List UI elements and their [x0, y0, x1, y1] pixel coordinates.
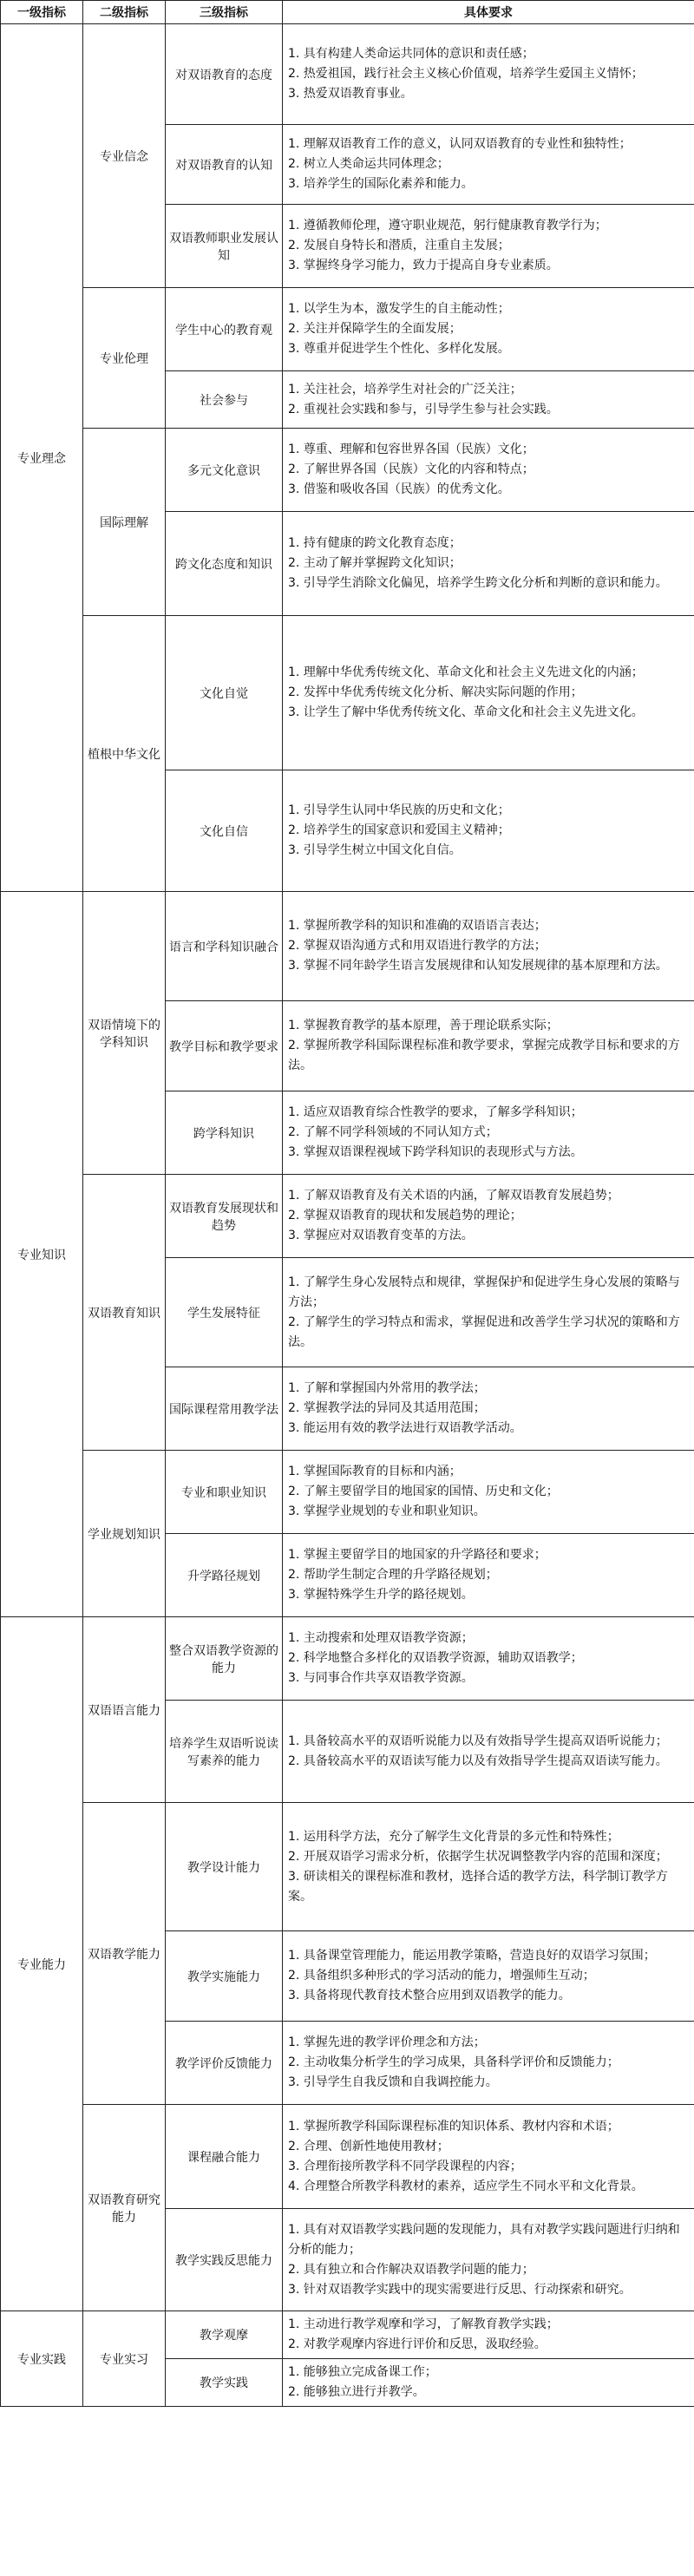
table-row — [1, 288, 694, 371]
requirements-cell — [283, 1451, 694, 1534]
header-level1: 一级指标 — [1, 1, 83, 24]
level2-cell: 国际理解 — [83, 429, 166, 616]
requirement-line: 1. 以学生为本，激发学生的自主能动性； — [288, 302, 510, 316]
requirements-cell — [283, 1617, 694, 1701]
requirements-cell — [283, 1534, 694, 1617]
requirement-line: 1. 具备较高水平的双语听说能力以及有效指导学生提高双语听说能力； — [288, 1734, 668, 1748]
level3-cell: 语言和学科知识融合 — [166, 892, 283, 1001]
requirement-line: 1. 主动搜索和处理双语教学资源； — [288, 1631, 474, 1645]
requirement-line: 2. 科学地整合多样化的双语教学资源，辅助双语教学； — [288, 1651, 583, 1665]
requirements-cell — [283, 1091, 694, 1175]
requirement-line: 1. 具有构建人类命运共同体的意识和责任感； — [288, 47, 534, 61]
requirement-line: 1. 主动进行教学观摩和学习，了解教育教学实践； — [288, 2317, 559, 2331]
level3-cell: 教学目标和教学要求 — [166, 1001, 283, 1091]
requirement-line: 2. 具有独立和合作解决双语教学问题的能力； — [288, 2262, 534, 2277]
level3-cell: 教学设计能力 — [166, 1803, 283, 1931]
requirement-line: 1. 具有对双语教学实践问题的发现能力，具有对教学实践问题进行归纳和分析的能力； — [288, 2222, 680, 2257]
requirement-line: 3. 与同事合作共享双语教学资源。 — [288, 1671, 474, 1685]
level3-cell: 多元文化意识 — [166, 429, 283, 512]
requirement-line: 1. 引导学生认同中华民族的历史和文化； — [288, 803, 510, 817]
requirement-line: 2. 关注并保障学生的全面发展； — [288, 322, 462, 336]
requirement-line: 2. 掌握所教学科国际课程标准和教学要求，掌握完成教学目标和要求的方法。 — [288, 1039, 680, 1072]
level3-cell: 教学实施能力 — [166, 1931, 283, 2022]
level2-cell: 双语情境下的学科知识 — [83, 892, 166, 1175]
requirement-line: 2. 对教学观摩内容进行评价和反思，汲取经验。 — [288, 2337, 547, 2351]
table-row — [1, 429, 694, 512]
level1-cell: 专业实践 — [1, 2311, 83, 2407]
table-row — [1, 1803, 694, 1931]
requirement-line: 2. 主动收集分析学生的学习成果，具备科学评价和反馈能力； — [288, 2055, 619, 2069]
level2-cell: 专业信念 — [83, 24, 166, 288]
level3-cell: 双语教师职业发展认知 — [166, 205, 283, 288]
level3-cell: 国际课程常用教学法 — [166, 1367, 283, 1451]
level3-cell: 文化自觉 — [166, 616, 283, 770]
requirement-line: 2. 能够独立进行并教学。 — [288, 2385, 425, 2399]
requirement-line: 3. 尊重并促进学生个性化、多样化发展。 — [288, 342, 510, 356]
requirements-cell — [283, 205, 694, 288]
requirement-line: 1. 理解中华优秀传统文化、革命文化和社会主义先进文化的内涵； — [288, 665, 644, 679]
requirement-line: 1. 了解双语教育及有关术语的内涵，了解双语教育发展趋势； — [288, 1189, 619, 1203]
requirement-line: 1. 掌握先进的教学评价理念和方法； — [288, 2035, 486, 2049]
level3-cell: 教学实践反思能力 — [166, 2209, 283, 2311]
requirement-line: 1. 掌握主要留学目的地国家的升学路径和要求； — [288, 1548, 547, 1562]
requirement-line: 2. 具备组织多种形式的学习活动的能力，增强师生互动； — [288, 1969, 595, 1983]
requirements-cell — [283, 512, 694, 616]
table-row — [1, 1451, 694, 1534]
requirement-line: 3. 研读相关的课程标准和教材，选择合适的教学方法，科学制订教学方案。 — [288, 1869, 668, 1904]
requirement-line: 2. 掌握教学法的异同及其适用范围； — [288, 1401, 486, 1415]
table-row — [1, 616, 694, 770]
header-level3: 三级指标 — [166, 1, 283, 24]
requirements-cell — [283, 616, 694, 770]
level3-cell: 对双语教育的认知 — [166, 125, 283, 205]
level3-cell: 课程融合能力 — [166, 2105, 283, 2209]
requirement-line: 1. 掌握教育教学的基本原理，善于理论联系实际； — [288, 1019, 559, 1032]
requirement-line: 1. 能够独立完成备课工作； — [288, 2365, 437, 2379]
level2-cell: 双语教学能力 — [83, 1803, 166, 2105]
level3-cell: 升学路径规划 — [166, 1534, 283, 1617]
table-row — [1, 24, 694, 125]
requirement-line: 1. 具备课堂管理能力，能运用教学策略，营造良好的双语学习氛围； — [288, 1949, 656, 1963]
requirements-cell — [283, 1803, 694, 1931]
level3-cell: 文化自信 — [166, 770, 283, 892]
level2-cell: 学业规划知识 — [83, 1451, 166, 1617]
requirement-line: 2. 发展自身特长和潜质，注重自主发展； — [288, 239, 510, 252]
level3-cell: 教学评价反馈能力 — [166, 2022, 283, 2105]
table-row — [1, 1617, 694, 1701]
requirement-line: 2. 培养学生的国家意识和爱国主义精神； — [288, 823, 510, 837]
requirements-cell — [283, 1175, 694, 1258]
requirement-line: 1. 运用科学方法，充分了解学生文化背景的多元性和特殊性； — [288, 1829, 619, 1844]
requirements-cell — [283, 2359, 694, 2407]
requirement-line: 1. 掌握所教学科国际课程标准的知识体系、教材内容和术语； — [288, 2119, 619, 2134]
level3-cell: 对双语教育的态度 — [166, 24, 283, 125]
requirement-line: 3. 能运用有效的教学法进行双语教学活动。 — [288, 1421, 522, 1435]
requirement-line: 2. 了解世界各国（民族）文化的内容和特点； — [288, 462, 534, 476]
level2-cell: 双语教育知识 — [83, 1175, 166, 1451]
requirement-line: 1. 理解双语教育工作的意义，认同双语教育的专业性和独特性； — [288, 137, 632, 151]
requirement-line: 2. 树立人类命运共同体理念； — [288, 157, 449, 171]
requirement-line: 2. 热爱祖国，践行社会主义核心价值观，培养学生爱国主义情怀； — [288, 67, 644, 81]
requirement-line: 3. 引导学生自我反馈和自我调控能力。 — [288, 2075, 498, 2089]
level3-cell: 专业和职业知识 — [166, 1451, 283, 1534]
requirement-line: 1. 了解和掌握国内外常用的教学法； — [288, 1381, 486, 1395]
header-row — [1, 1, 694, 24]
table-row — [1, 2105, 694, 2209]
level3-cell: 双语教育发展现状和趋势 — [166, 1175, 283, 1258]
level2-cell: 双语语言能力 — [83, 1617, 166, 1803]
table-row — [1, 2311, 694, 2359]
requirement-line: 2. 发挥中华优秀传统文化分析、解决实际问题的作用； — [288, 685, 583, 699]
requirement-line: 3. 热爱双语教育事业。 — [288, 87, 413, 101]
requirement-line: 3. 掌握终身学习能力，致力于提高自身专业素质。 — [288, 259, 559, 272]
requirement-line: 1. 关注社会，培养学生对社会的广泛关注； — [288, 382, 522, 397]
requirement-line: 3. 培养学生的国际化素养和能力。 — [288, 177, 474, 191]
level1-cell: 专业知识 — [1, 892, 83, 1617]
requirement-line: 1. 遵循教师伦理，遵守职业规范，躬行健康教育教学行为； — [288, 219, 607, 233]
requirements-cell — [283, 2105, 694, 2209]
requirements-cell — [283, 892, 694, 1001]
requirements-cell — [283, 2311, 694, 2359]
level2-cell: 专业伦理 — [83, 288, 166, 429]
table-row — [1, 892, 694, 1001]
requirement-line: 1. 掌握所教学科的知识和准确的双语语言表达； — [288, 919, 547, 933]
requirement-line: 3. 合理衔接所教学科不同学段课程的内容； — [288, 2159, 522, 2173]
header-requirements: 具体要求 — [283, 1, 694, 24]
requirement-line: 2. 具备较高水平的双语读写能力以及有效指导学生提高双语读写能力。 — [288, 1753, 668, 1768]
requirement-line: 3. 引导学生消除文化偏见，培养学生跨文化分析和判断的意识和能力。 — [288, 576, 668, 590]
requirements-cell — [283, 1258, 694, 1367]
requirement-line: 3. 具备将现代教育技术整合应用到双语教学的能力。 — [288, 1989, 571, 2002]
level3-cell: 培养学生双语听说读写素养的能力 — [166, 1701, 283, 1803]
requirements-cell — [283, 429, 694, 512]
level1-cell: 专业理念 — [1, 24, 83, 892]
level3-cell: 教学实践 — [166, 2359, 283, 2407]
header-level2: 二级指标 — [83, 1, 166, 24]
requirement-line: 3. 借鉴和吸收各国（民族）的优秀文化。 — [288, 482, 510, 496]
requirement-line: 2. 掌握双语沟通方式和用双语进行教学的方法； — [288, 939, 547, 953]
requirement-line: 2. 重视社会实践和参与，引导学生参与社会实践。 — [288, 402, 559, 416]
table-body — [1, 24, 694, 2407]
level2-cell: 双语教育研究能力 — [83, 2105, 166, 2311]
level2-cell: 专业实习 — [83, 2311, 166, 2407]
requirement-line: 2. 开展双语学习需求分析，依据学生状况调整教学内容的范围和深度； — [288, 1849, 668, 1864]
level3-cell: 学生中心的教育观 — [166, 288, 283, 371]
level3-cell: 整合双语教学资源的能力 — [166, 1617, 283, 1701]
requirement-line: 2. 掌握双语教育的现状和发展趋势的理论； — [288, 1209, 522, 1222]
requirement-line: 1. 掌握国际教育的目标和内涵； — [288, 1465, 462, 1478]
requirement-line: 3. 引导学生树立中国文化自信。 — [288, 843, 462, 857]
requirements-cell — [283, 1931, 694, 2022]
requirement-line: 3. 掌握应对双语教育变革的方法。 — [288, 1229, 474, 1242]
level3-cell: 跨学科知识 — [166, 1091, 283, 1175]
level3-cell: 跨文化态度和知识 — [166, 512, 283, 616]
requirements-cell — [283, 770, 694, 892]
requirements-cell — [283, 2209, 694, 2311]
requirement-line: 2. 帮助学生制定合理的升学路径规划； — [288, 1568, 498, 1582]
level3-cell: 学生发展特征 — [166, 1258, 283, 1367]
requirements-cell — [283, 125, 694, 205]
requirement-line: 2. 合理、创新性地使用教材； — [288, 2139, 449, 2153]
requirement-line: 3. 让学生了解中华优秀传统文化、革命文化和社会主义先进文化。 — [288, 705, 644, 719]
level2-cell: 植根中华文化 — [83, 616, 166, 892]
requirements-cell — [283, 24, 694, 125]
requirement-line: 3. 掌握学业规划的专业和职业知识。 — [288, 1504, 486, 1518]
level3-cell: 教学观摩 — [166, 2311, 283, 2359]
requirement-line: 1. 适应双语教育综合性教学的要求，了解多学科知识； — [288, 1105, 583, 1119]
requirement-line: 3. 掌握特殊学生升学的路径规划。 — [288, 1588, 474, 1602]
requirements-cell — [283, 371, 694, 429]
requirement-line: 3. 针对双语教学实践中的现实需要进行反思、行动探索和研究。 — [288, 2282, 632, 2297]
requirements-cell — [283, 1367, 694, 1451]
requirements-cell — [283, 1001, 694, 1091]
requirements-cell — [283, 2022, 694, 2105]
requirement-line: 2. 了解不同学科领域的不同认知方式； — [288, 1125, 498, 1139]
requirements-cell — [283, 1701, 694, 1803]
table-row — [1, 1175, 694, 1258]
requirement-line: 1. 持有健康的跨文化教育态度； — [288, 536, 462, 550]
requirement-line: 3. 掌握双语课程视域下跨学科知识的表现形式与方法。 — [288, 1145, 583, 1159]
requirement-line: 1. 尊重、理解和包容世界各国（民族）文化； — [288, 442, 534, 456]
requirement-line: 4. 合理整合所教学科教材的素养，适应学生不同水平和文化背景。 — [288, 2179, 644, 2193]
requirement-line: 1. 了解学生身心发展特点和规律，掌握保护和促进学生身心发展的策略与方法； — [288, 1275, 680, 1309]
level1-cell: 专业能力 — [1, 1617, 83, 2311]
requirements-cell — [283, 288, 694, 371]
requirement-line: 2. 主动了解并掌握跨文化知识； — [288, 556, 462, 570]
requirement-line: 2. 了解学生的学习特点和需求，掌握促进和改善学生学习状况的策略和方法。 — [288, 1314, 680, 1349]
requirement-line: 2. 了解主要留学目的地国家的国情、历史和文化； — [288, 1485, 559, 1498]
level3-cell: 社会参与 — [166, 371, 283, 429]
requirement-line: 3. 掌握不同年龄学生语言发展规律和认知发展规律的基本原理和方法。 — [288, 959, 668, 973]
